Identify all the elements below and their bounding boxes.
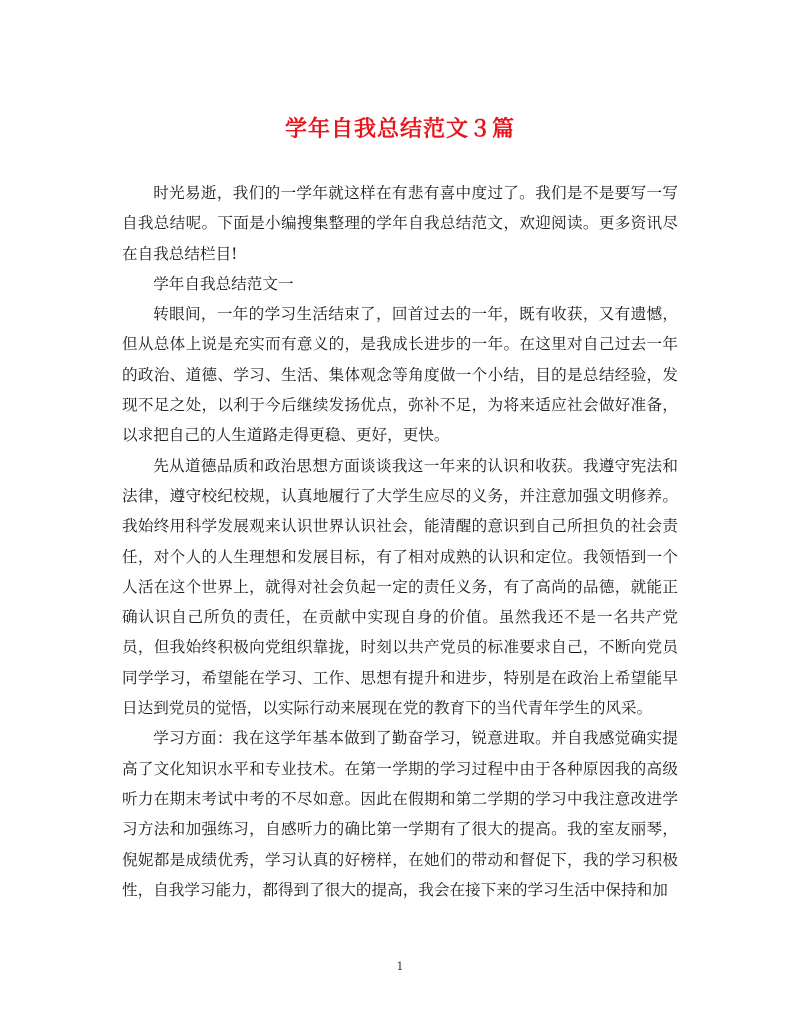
document-body bbox=[122, 178, 678, 905]
body-paragraph: 学习方面：我在这学年基本做到了勤奋学习，锐意进取。并自我感觉确实提高了文化知识水平和专业技术。在第一学期的学习过程中由于各种原因我的高级听力在期末考试中考的不尽如意。因此在假期和第二学期的学习中我注意改进学习方法和加强练习，自感听力的确比第一学期有了很大的提高。我的室友丽琴，倪妮都是成绩优秀，学习认真的好榜样，在她们的带动和督促下，我的学习积极性，自我学习能力，都得到了很大的提高，我会在接下来的学习生活中保持和加 bbox=[122, 729, 678, 899]
body-paragraph: 先从道德品质和政治思想方面谈谈我这一年来的认识和收获。我遵守宪法和法律，遵守校纪校规，认真地履行了大学生应尽的义务，并注意加强文明修养。我始终用科学发展观来认识世界认识社会，能清醒的意识到自己所担负的社会责任，对个人的人生理想和发展目标，有了相对成熟的认识和定位。我领悟到一个人活在这个世界上，就得对社会负起一定的责任义务，有了高尚的品德，就能正确认识自己所负的责任，在贡献中实现自身的价值。虽然我还不是一名共产党员，但我始终积极向党组织靠拢，时刻以共产党员的标准要求自己，不断向党员同学学习，希望能在学习、工作、思想有提升和进步，特别是在政治上希望能早日达到党员的觉悟，以实际行动来展现在党的教育下的当代青年学生的风采。 bbox=[122, 456, 678, 718]
body-paragraph: 转眼间，一年的学习生活结束了，回首过去的一年，既有收获，又有遗憾，但从总体上说是充实而有意义的，是我成长进步的一年。在这里对自己过去一年的政治、道德、学习、生活、集体观念等角度做一个小结，目的是总结经验，发现不足之处，以利于今后继续发扬优点，弥补不足，为将来适应社会做好准备，以求把自己的人生道路走得更稳、更好，更快。 bbox=[122, 305, 678, 445]
document-title: 学年自我总结范文３篇 bbox=[284, 116, 515, 142]
page-number: 1 bbox=[396, 960, 404, 973]
section-heading: 学年自我总结范文一 bbox=[153, 274, 294, 293]
intro-paragraph: 时光易逝，我们的一学年就这样在有悲有喜中度过了。我们是不是要写一写自我总结呢。下面是小编搜集整理的学年自我总结范文，欢迎阅读。更多资讯尽在自我总结栏目! bbox=[122, 184, 678, 263]
